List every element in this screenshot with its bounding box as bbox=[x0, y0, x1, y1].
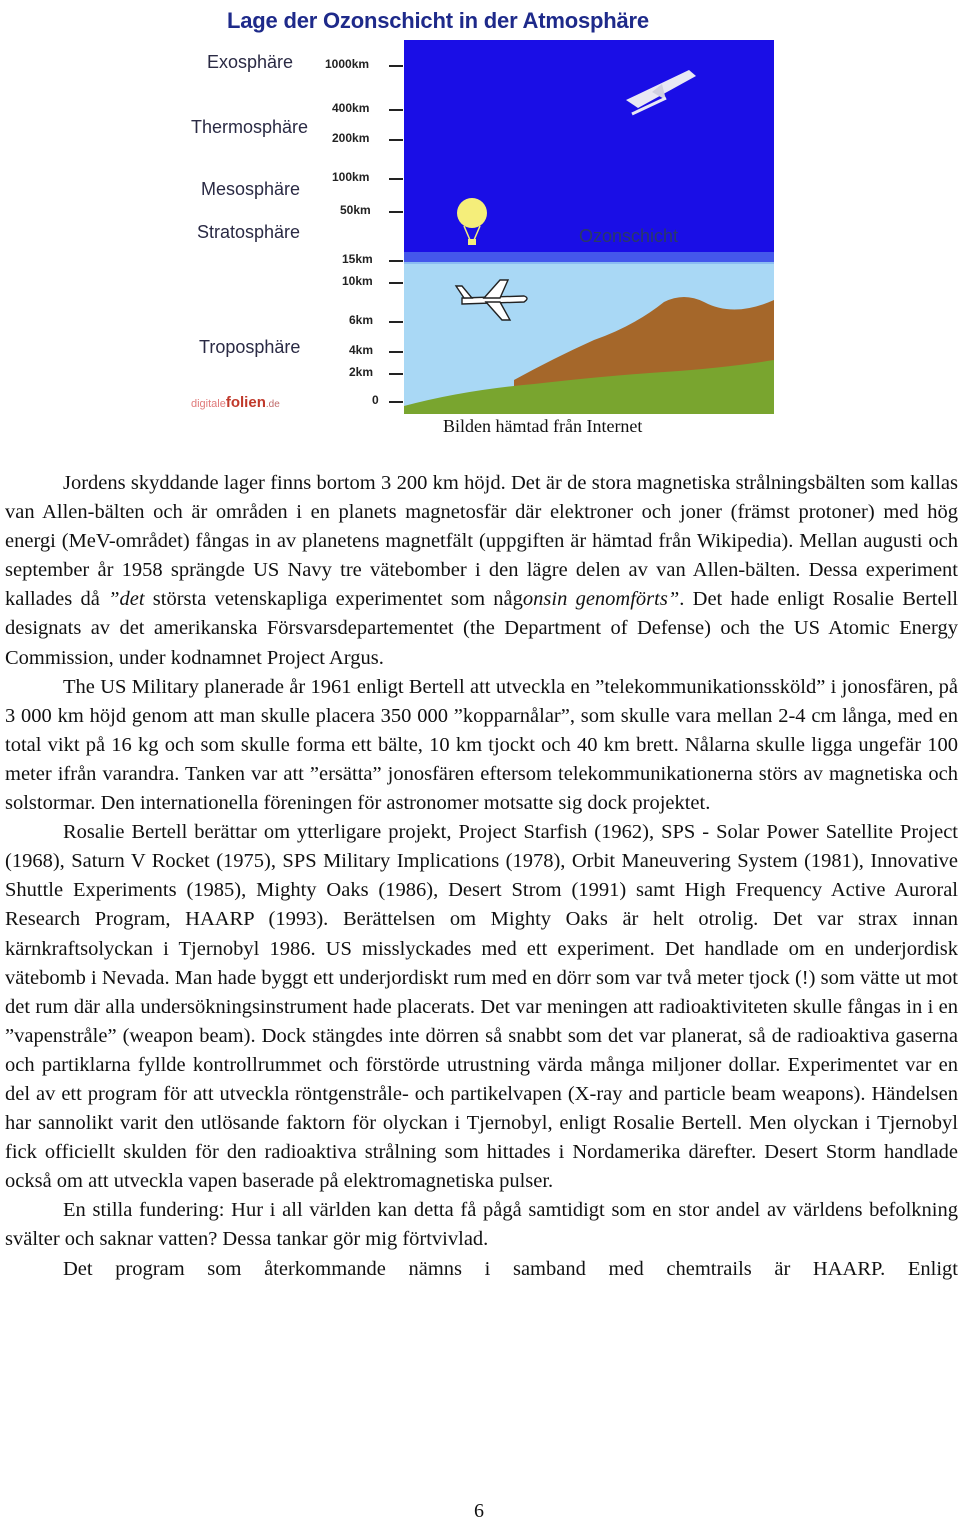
body-text bbox=[5, 469, 958, 1284]
text-run: En stilla fundering: Hur i all världen kan detta få pågå samtidigt som en stor andel av världens befolkning svälter och saknar vatten? Dessa tankar gör mig förtvivlad. bbox=[5, 1199, 958, 1251]
italic-text: ”det bbox=[108, 588, 145, 611]
altitude-tick bbox=[389, 321, 403, 323]
layer-troposphere: Troposphäre bbox=[199, 337, 301, 357]
italic-text: onsin genomförts” bbox=[522, 588, 680, 611]
paragraph bbox=[5, 1255, 958, 1284]
altitude-label: 6km bbox=[349, 313, 374, 327]
altitude-tick bbox=[389, 351, 403, 353]
altitude-label: 15km bbox=[342, 252, 373, 266]
logo-part: folien bbox=[225, 394, 266, 411]
paragraph bbox=[5, 673, 958, 818]
text-run: största vetenskapliga experimentet som någ bbox=[144, 588, 523, 611]
altitude-tick bbox=[389, 109, 403, 111]
paragraph bbox=[5, 1196, 958, 1254]
altitude-tick bbox=[389, 178, 403, 180]
altitude-label: 2km bbox=[349, 365, 374, 379]
text-run: Det program som återkommande nämns i samband med chemtrails är HAARP. Enligt bbox=[63, 1257, 958, 1280]
altitude-tick bbox=[389, 139, 403, 141]
altitude-tick bbox=[389, 401, 403, 403]
ozone-layer-label: Ozonschicht bbox=[579, 226, 679, 246]
figure-title: Lage der Ozonschicht in der Atmosphäre bbox=[227, 8, 649, 33]
layer-thermosphere: Thermosphäre bbox=[191, 117, 309, 137]
logo-part: digitale bbox=[191, 398, 226, 410]
layer-stratosphere: Stratosphäre bbox=[197, 222, 301, 242]
altitude-label: 0 bbox=[372, 393, 379, 407]
altitude-label: 4km bbox=[349, 343, 374, 357]
logo bbox=[191, 394, 280, 411]
text-run: The US Military planerade år 1961 enligt Bertell att utveckla en ”telekommunikationssköld” i jonosfären, på 3 000 km höjd genom att man skulle placera 350 000 ”kopparnålar”, som skulle vara mellan 2-4 cm långa, med en total vikt på 16 kg och som skulle forma ett bälte, 10 km tjockt och 40 km brett. Nålarna skulle ligga ungefär 100 meter ifrån varandra. Tanken var att ”ersätta” jonosfären eftersom telekommunikationerna störs av magnetiska och solstormar. Den internationella föreningen för astronomer motsatte sig dock projektet. bbox=[5, 675, 958, 815]
altitude-tick bbox=[389, 260, 403, 262]
altitude-tick bbox=[389, 65, 403, 67]
text-run: Jordens skyddande lager finns bortom 3 200 km höjd. Det är de stora magnetiska strålningsbälten som kallas van Allen-bälten och är områden i en planets magnetosfär där elektroner och joner (främst protoner) med hög energi (MeV-området) fångas in av planetens magnetfält (uppgiften är hämtad från Wikipedia). Mellan augusti och september år 1958 sprängde US Navy tre vätebomber i den lägre delen av van Allen-bälten. Dessa experiment kallades då bbox=[5, 472, 958, 611]
altitude-label: 100km bbox=[332, 170, 370, 184]
text-run: Rosalie Bertell berättar om ytterligare projekt, Project Starfish (1962), SPS - Solar Power Satellite Project (1968), Saturn V Rocket (1975), SPS Military Implications (1978), Orbit Maneuvering System (1981), Innovative Shuttle Experiments (1985), Mighty Oaks (1986), Desert Strom (1991) samt High Frequency Active Auroral Research Program, HAARP (1993). Berättelsen om Mighty Oaks är helt otrolig. Det var strax innan kärnkraftsolyckan i Tjernobyl 1986. US misslyckades med ett experiment. Det handlade om en underjordisk vätebomb i Nevada. Man hade byggt ett underjordiskt rum med en dörr som var två meter tjock (!) som vätte ut mot det rum där alla undersökningsinstrument hade placerats. Det var meningen att radioaktiviteten skulle fångas in i en ”vapenstråle” (weapon beam). Dock stängdes inte dörren så snabbt som det var planerat, så de radioaktiva gaserna och partiklarna fyllde kontrollrummet och förstörde utrustning värda många miljoner dollar. Experimentet var en del av ett program för att utveckla röntgenstråle- och partikelvapen (X-ray and particle beam weapons). Händelsen har sannolikt varit den utlösande faktorn för olyckan i Tjernobyl, enligt Rosalie Bertell. Men olyckan i Tjernobyl fick officiellt skulden för den radioaktiva strålning som hittades i Nordamerika därefter. Desert Storm handlade också om att utveckla vapen baserade på elektromagnetiska pulser. bbox=[5, 821, 958, 1193]
altitude-label: 200km bbox=[332, 131, 370, 145]
altitude-tick bbox=[389, 211, 403, 213]
page-number: 6 bbox=[474, 1500, 484, 1522]
altitude-tick bbox=[389, 282, 403, 284]
text-run: . Det hade enligt Rosalie Bertell designats av det amerikanska Försvarsdepartementet (the Department of Defense) och the US Atomic Energy Commission, under kodnamnet Project Argus. bbox=[5, 588, 958, 669]
layer-exosphere: Exosphäre bbox=[207, 52, 294, 72]
figure-caption: Bilden hämtad från Internet bbox=[443, 416, 643, 436]
altitude-label: 1000km bbox=[325, 57, 370, 71]
altitude-label: 10km bbox=[342, 274, 373, 288]
ozone-band bbox=[404, 252, 774, 264]
atmosphere-figure bbox=[187, 4, 774, 414]
layer-mesosphere: Mesosphäre bbox=[201, 179, 301, 199]
altitude-label: 50km bbox=[340, 203, 371, 217]
altitude-tick bbox=[389, 373, 403, 375]
logo-part: .de bbox=[265, 399, 280, 410]
paragraph bbox=[5, 469, 958, 673]
paragraph bbox=[5, 818, 958, 1196]
altitude-label: 400km bbox=[332, 101, 370, 115]
